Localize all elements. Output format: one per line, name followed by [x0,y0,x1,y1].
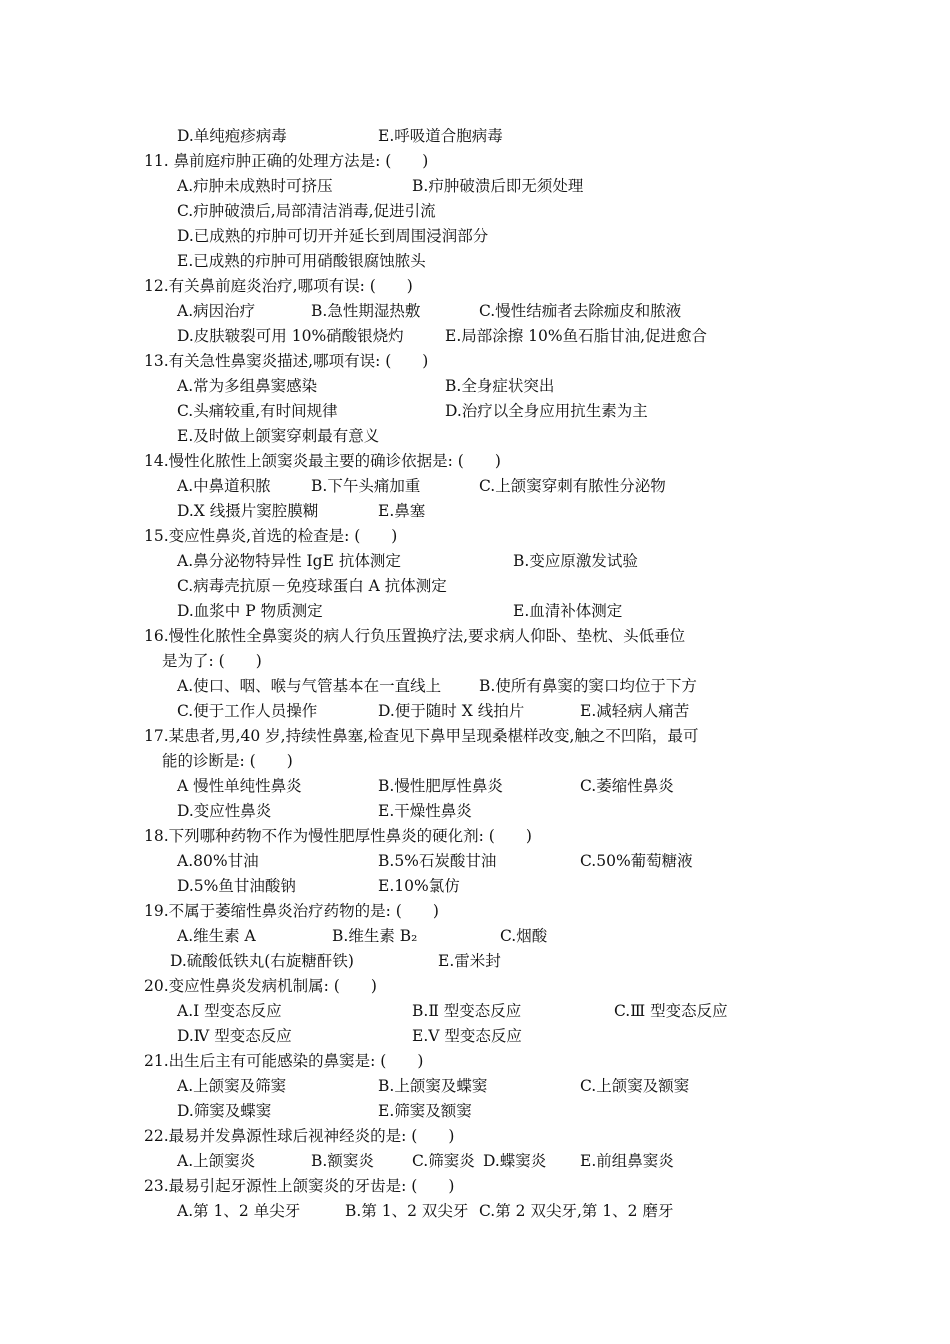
option-a: A.80%甘油 [177,852,259,870]
option-a: A.常为多组鼻窦感染 [177,377,318,395]
option-c: C.Ⅲ 型变态反应 [614,1002,728,1020]
option-a: A.上颌窦及筛窦 [177,1077,287,1095]
option-c: C.上颌窦穿刺有脓性分泌物 [479,477,666,495]
option-b: B.急性期湿热敷 [311,302,421,320]
question-20-stem: 20.变应性鼻炎发病机制属: ( ) [144,977,377,995]
option-b: B.全身症状突出 [445,377,555,395]
option-a: A.鼻分泌物特异性 IgE 抗体测定 [177,552,401,570]
question-11-stem: 11. 鼻前庭疖肿正确的处理方法是: ( ) [144,152,429,170]
option-d: D.治疗以全身应用抗生素为主 [445,402,648,420]
option-c: C.便于工作人员操作 [177,702,318,720]
option-b: B.Ⅱ 型变态反应 [412,1002,522,1020]
option-a: A.维生素 A [177,927,256,945]
option-e: E.前组鼻窦炎 [580,1152,674,1170]
question-21-stem: 21.出生后主有可能感染的鼻窦是: ( ) [144,1052,424,1070]
option-e: E.雷米封 [438,952,501,970]
option-e: E.局部涂擦 10%鱼石脂甘油,促进愈合 [445,327,708,345]
question-15-stem: 15.变应性鼻炎,首选的检查是: ( ) [144,527,398,545]
option-d: D.X 线摄片窦腔膜糊 [177,502,319,520]
option-d: D.蝶窦炎 [483,1152,547,1170]
option-b: B.下午头痛加重 [311,477,421,495]
question-22-stem: 22.最易并发鼻源性球后视神经炎的是: ( ) [144,1127,455,1145]
option-a: A.上颌窦炎 [177,1152,256,1170]
option-d: D.5%鱼甘油酸钠 [177,877,296,895]
option-e: E.10%氯仿 [378,877,460,895]
question-14-stem: 14.慢性化脓性上颌窦炎最主要的确诊依据是: ( ) [144,452,501,470]
option-e: E.呼吸道合胞病毒 [378,127,503,145]
question-18-stem: 18.下列哪种药物不作为慢性肥厚性鼻炎的硬化剂: ( ) [144,827,532,845]
option-c: C.头痛较重,有时间规律 [177,402,338,420]
question-17-stem-cont: 能的诊断是: ( ) [162,752,293,770]
option-c: C.第 2 双尖牙,第 1、2 磨牙 [479,1202,674,1220]
option-d: D.变应性鼻炎 [177,802,272,820]
option-b: B.额窦炎 [311,1152,374,1170]
option-a: A 慢性单纯性鼻炎 [177,777,302,795]
option-b: B.变应原激发试验 [513,552,638,570]
option-c: C.萎缩性鼻炎 [580,777,674,795]
option-c: C.疖肿破溃后,局部清洁消毒,促进引流 [177,202,436,220]
option-a: A.第 1、2 单尖牙 [177,1202,301,1220]
option-d: D.皮肤皲裂可用 10%硝酸银烧灼 [177,327,404,345]
question-19-stem: 19.不属于萎缩性鼻炎治疗药物的是: ( ) [144,902,439,920]
option-b: B.使所有鼻窦的窦口均位于下方 [479,677,697,695]
option-c: C.病毒壳抗原－免疫球蛋白 A 抗体测定 [177,577,447,595]
question-23-stem: 23.最易引起牙源性上颌窦炎的牙齿是: ( ) [144,1177,455,1195]
option-e: E.已成熟的疖肿可用硝酸银腐蚀脓头 [177,252,426,270]
option-d: D.便于随时 X 线拍片 [378,702,525,720]
option-e: E.减轻病人痛苦 [580,702,690,720]
option-b: B.疖肿破溃后即无须处理 [412,177,584,195]
option-b: B.慢性肥厚性鼻炎 [378,777,503,795]
option-c: C.烟酸 [500,927,548,945]
option-d: D.筛窦及蝶窦 [177,1102,272,1120]
option-e: E.鼻塞 [378,502,426,520]
option-e: E.Ⅴ 型变态反应 [412,1027,522,1045]
option-b: B.维生素 B₂ [332,927,418,945]
option-a: A.Ⅰ 型变态反应 [177,1002,282,1020]
option-a: A.中鼻道积脓 [177,477,271,495]
question-16-stem: 16.慢性化脓性全鼻窦炎的病人行负压置换疗法,要求病人仰卧、垫枕、头低垂位 [144,627,686,645]
question-16-stem-cont: 是为了: ( ) [162,652,262,670]
option-b: B.5%石炭酸甘油 [378,852,497,870]
option-e: E.筛窦及额窦 [378,1102,472,1120]
question-17-stem: 17.某患者,男,40 岁,持续性鼻塞,检查见下鼻甲呈现桑椹样改变,触之不凹陷，最可 [144,727,699,745]
question-12-stem: 12.有关鼻前庭炎治疗,哪项有误: ( ) [144,277,413,295]
option-a: A.使口、咽、喉与气管基本在一直线上 [177,677,442,695]
option-c: C.上颌窦及额窦 [580,1077,690,1095]
option-d: D.硫酸低铁丸(右旋糖酐铁) [170,952,354,970]
option-d: D.Ⅳ 型变态反应 [177,1027,292,1045]
option-a: A.病因治疗 [177,302,256,320]
option-c: C.慢性结痂者去除痂皮和脓液 [479,302,682,320]
option-a: A.疖肿未成熟时可挤压 [177,177,333,195]
option-c: C.50%葡萄糖液 [580,852,693,870]
option-e: E.血清补体测定 [513,602,623,620]
option-b: B.上颌窦及蝶窦 [378,1077,488,1095]
option-d: D.已成熟的疖肿可切开并延长到周围浸润部分 [177,227,489,245]
option-e: E.干燥性鼻炎 [378,802,472,820]
option-b: B.第 1、2 双尖牙 [345,1202,469,1220]
option-d: D.单纯疱疹病毒 [177,127,287,145]
option-c: C.筛窦炎 [412,1152,475,1170]
option-d: D.血浆中 P 物质测定 [177,602,323,620]
question-13-stem: 13.有关急性鼻窦炎描述,哪项有误: ( ) [144,352,429,370]
option-e: E.及时做上颌窦穿刺最有意义 [177,427,380,445]
